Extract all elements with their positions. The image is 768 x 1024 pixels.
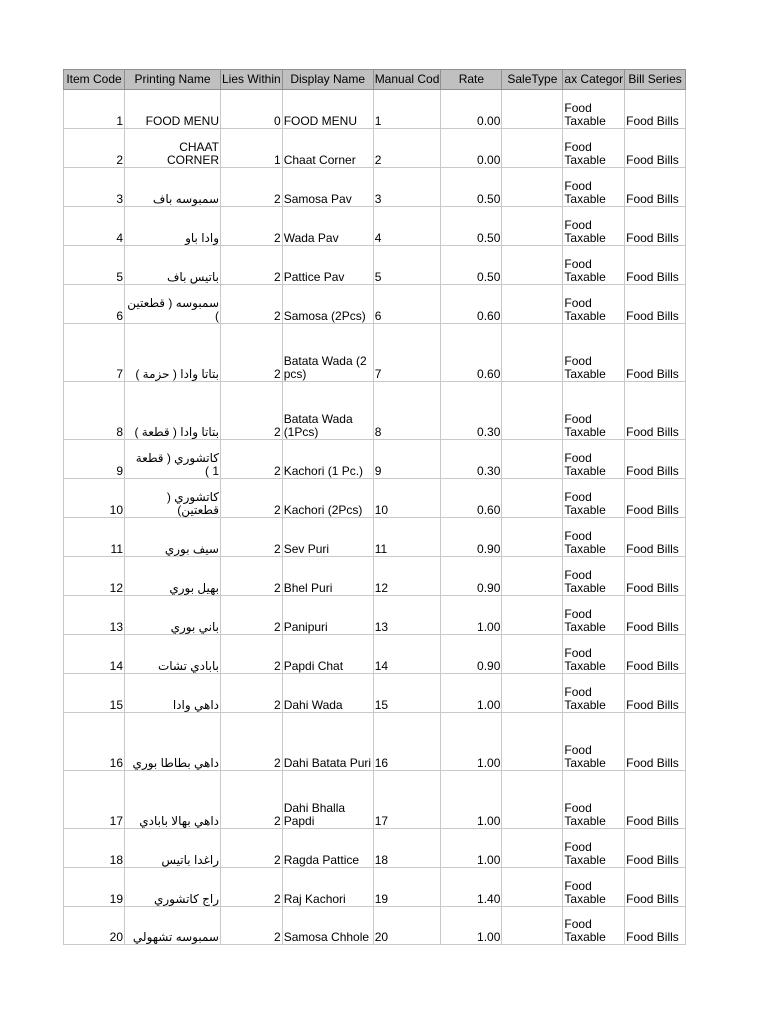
- table-row: [64, 557, 686, 596]
- cell-display-name[interactable]: Bhel Puri: [282, 557, 373, 596]
- cell-sale-type[interactable]: [502, 868, 563, 907]
- cell-item-code[interactable]: 17: [64, 771, 125, 829]
- cell-tax-category[interactable]: Food Taxable: [563, 382, 625, 440]
- table-row: [64, 907, 686, 945]
- cell-display-name[interactable]: Chaat Corner: [282, 129, 373, 168]
- cell-item-code[interactable]: 10: [64, 479, 125, 518]
- cell-sale-type[interactable]: [502, 168, 563, 207]
- cell-bill-series[interactable]: Food Bills: [625, 557, 686, 596]
- cell-display-name[interactable]: Dahi Wada: [282, 674, 373, 713]
- cell-display-name[interactable]: Ragda Pattice: [282, 829, 373, 868]
- cell-tax-category[interactable]: Food Taxable: [563, 285, 625, 324]
- cell-manual-code[interactable]: 10: [373, 479, 441, 518]
- cell-bill-series[interactable]: Food Bills: [625, 635, 686, 674]
- cell-sale-type[interactable]: [502, 207, 563, 246]
- cell-lies-within[interactable]: 2: [221, 907, 283, 945]
- cell-sale-type[interactable]: [502, 829, 563, 868]
- cell-bill-series[interactable]: Food Bills: [625, 907, 686, 945]
- cell-printing-name[interactable]: باتيس باف: [125, 246, 221, 285]
- header-sale-type: SaleType: [502, 70, 563, 90]
- cell-bill-series[interactable]: Food Bills: [625, 713, 686, 771]
- cell-printing-name[interactable]: داهي وادا: [125, 674, 221, 713]
- cell-rate[interactable]: 0.30: [441, 440, 502, 479]
- cell-bill-series[interactable]: Food Bills: [625, 479, 686, 518]
- cell-rate[interactable]: 0.00: [441, 90, 502, 129]
- cell-sale-type[interactable]: [502, 713, 563, 771]
- cell-manual-code[interactable]: 19: [373, 868, 441, 907]
- table-row: [64, 382, 686, 440]
- cell-lies-within[interactable]: 2: [221, 557, 283, 596]
- table-row: [64, 207, 686, 246]
- cell-manual-code[interactable]: 16: [373, 713, 441, 771]
- cell-lies-within[interactable]: 2: [221, 635, 283, 674]
- cell-rate[interactable]: 1.40: [441, 868, 502, 907]
- cell-rate[interactable]: 0.30: [441, 382, 502, 440]
- cell-bill-series[interactable]: Food Bills: [625, 596, 686, 635]
- cell-tax-category[interactable]: Food Taxable: [563, 324, 625, 382]
- cell-lies-within[interactable]: 2: [221, 382, 283, 440]
- cell-bill-series[interactable]: Food Bills: [625, 382, 686, 440]
- cell-display-name[interactable]: Sev Puri: [282, 518, 373, 557]
- cell-display-name[interactable]: Batata Wada (2 pcs): [282, 324, 373, 382]
- cell-item-code[interactable]: 12: [64, 557, 125, 596]
- cell-lies-within[interactable]: 0: [221, 90, 283, 129]
- cell-manual-code[interactable]: 11: [373, 518, 441, 557]
- cell-tax-category[interactable]: Food Taxable: [563, 90, 625, 129]
- cell-display-name[interactable]: Papdi Chat: [282, 635, 373, 674]
- cell-rate[interactable]: 1.00: [441, 771, 502, 829]
- cell-rate[interactable]: 1.00: [441, 596, 502, 635]
- cell-printing-name[interactable]: سمبوسه تشهولي: [125, 907, 221, 945]
- cell-manual-code[interactable]: 7: [373, 324, 441, 382]
- cell-manual-code[interactable]: 18: [373, 829, 441, 868]
- cell-item-code[interactable]: 5: [64, 246, 125, 285]
- cell-tax-category[interactable]: Food Taxable: [563, 907, 625, 945]
- cell-manual-code[interactable]: 20: [373, 907, 441, 945]
- header-manual-code: Manual Cod: [373, 70, 441, 90]
- cell-sale-type[interactable]: [502, 557, 563, 596]
- cell-lies-within[interactable]: 1: [221, 129, 283, 168]
- cell-printing-name[interactable]: راج كاتشوري: [125, 868, 221, 907]
- table-row: [64, 90, 686, 129]
- cell-printing-name[interactable]: كاتشوري ( قطعة 1 ): [125, 440, 221, 479]
- table-row: [64, 129, 686, 168]
- table-row: [64, 829, 686, 868]
- cell-item-code[interactable]: 4: [64, 207, 125, 246]
- cell-rate[interactable]: 0.90: [441, 635, 502, 674]
- cell-rate[interactable]: 1.00: [441, 713, 502, 771]
- cell-bill-series[interactable]: Food Bills: [625, 285, 686, 324]
- cell-printing-name[interactable]: وادا باو: [125, 207, 221, 246]
- cell-printing-name[interactable]: CHAAT CORNER: [125, 129, 221, 168]
- cell-rate[interactable]: 0.50: [441, 207, 502, 246]
- table-row: [64, 635, 686, 674]
- cell-item-code[interactable]: 2: [64, 129, 125, 168]
- cell-tax-category[interactable]: Food Taxable: [563, 713, 625, 771]
- cell-item-code[interactable]: 6: [64, 285, 125, 324]
- header-tax-category: ax Categor: [563, 70, 625, 90]
- cell-rate[interactable]: 0.60: [441, 479, 502, 518]
- cell-manual-code[interactable]: 9: [373, 440, 441, 479]
- cell-sale-type[interactable]: [502, 518, 563, 557]
- cell-tax-category[interactable]: Food Taxable: [563, 129, 625, 168]
- cell-lies-within[interactable]: 2: [221, 868, 283, 907]
- cell-sale-type[interactable]: [502, 90, 563, 129]
- cell-lies-within[interactable]: 2: [221, 440, 283, 479]
- cell-printing-name[interactable]: بتاتا وادا ( حزمة ): [125, 324, 221, 382]
- cell-printing-name[interactable]: FOOD MENU: [125, 90, 221, 129]
- cell-item-code[interactable]: 18: [64, 829, 125, 868]
- cell-tax-category[interactable]: Food Taxable: [563, 635, 625, 674]
- cell-manual-code[interactable]: 12: [373, 557, 441, 596]
- header-lies-within: Lies Within: [221, 70, 283, 90]
- cell-display-name[interactable]: Pattice Pav: [282, 246, 373, 285]
- cell-manual-code[interactable]: 8: [373, 382, 441, 440]
- cell-item-code[interactable]: 11: [64, 518, 125, 557]
- cell-display-name[interactable]: Kachori (1 Pc.): [282, 440, 373, 479]
- table-body: [64, 90, 686, 945]
- cell-bill-series[interactable]: Food Bills: [625, 829, 686, 868]
- cell-lies-within[interactable]: 2: [221, 324, 283, 382]
- cell-manual-code[interactable]: 13: [373, 596, 441, 635]
- cell-bill-series[interactable]: Food Bills: [625, 246, 686, 285]
- cell-manual-code[interactable]: 14: [373, 635, 441, 674]
- cell-display-name[interactable]: Dahi Batata Puri: [282, 713, 373, 771]
- cell-rate[interactable]: 0.60: [441, 285, 502, 324]
- cell-sale-type[interactable]: [502, 440, 563, 479]
- cell-tax-category[interactable]: Food Taxable: [563, 207, 625, 246]
- cell-printing-name[interactable]: داهي بطاطا بوري: [125, 713, 221, 771]
- table-row: [64, 868, 686, 907]
- cell-bill-series[interactable]: Food Bills: [625, 518, 686, 557]
- table-row: [64, 324, 686, 382]
- header-bill-series: Bill Series: [625, 70, 686, 90]
- cell-item-code[interactable]: 1: [64, 90, 125, 129]
- header-item-code: Item Code: [64, 70, 125, 90]
- menu-items-table: [63, 69, 686, 945]
- cell-rate[interactable]: 1.00: [441, 907, 502, 945]
- cell-display-name[interactable]: Kachori (2Pcs): [282, 479, 373, 518]
- cell-lies-within[interactable]: 2: [221, 246, 283, 285]
- cell-manual-code[interactable]: 17: [373, 771, 441, 829]
- cell-sale-type[interactable]: [502, 907, 563, 945]
- cell-manual-code[interactable]: 3: [373, 168, 441, 207]
- cell-manual-code[interactable]: 2: [373, 129, 441, 168]
- cell-display-name[interactable]: Raj Kachori: [282, 868, 373, 907]
- table-row: [64, 168, 686, 207]
- table-row: [64, 713, 686, 771]
- cell-sale-type[interactable]: [502, 285, 563, 324]
- cell-item-code[interactable]: 7: [64, 324, 125, 382]
- cell-bill-series[interactable]: Food Bills: [625, 207, 686, 246]
- cell-sale-type[interactable]: [502, 382, 563, 440]
- cell-manual-code[interactable]: 1: [373, 90, 441, 129]
- cell-sale-type[interactable]: [502, 479, 563, 518]
- table-row: [64, 518, 686, 557]
- cell-printing-name[interactable]: بتاتا وادا ( قطعة ): [125, 382, 221, 440]
- cell-sale-type[interactable]: [502, 129, 563, 168]
- cell-display-name[interactable]: Samosa Chhole: [282, 907, 373, 945]
- table-row: [64, 674, 686, 713]
- cell-display-name[interactable]: Samosa (2Pcs): [282, 285, 373, 324]
- table-row: [64, 479, 686, 518]
- table-row: [64, 771, 686, 829]
- cell-item-code[interactable]: 14: [64, 635, 125, 674]
- cell-sale-type[interactable]: [502, 324, 563, 382]
- cell-sale-type[interactable]: [502, 596, 563, 635]
- cell-manual-code[interactable]: 15: [373, 674, 441, 713]
- cell-tax-category[interactable]: Food Taxable: [563, 674, 625, 713]
- cell-tax-category[interactable]: Food Taxable: [563, 168, 625, 207]
- table-row: [64, 440, 686, 479]
- cell-display-name[interactable]: Batata Wada (1Pcs): [282, 382, 373, 440]
- header-display-name: Display Name: [282, 70, 373, 90]
- header-printing-name: Printing Name: [125, 70, 221, 90]
- cell-bill-series[interactable]: Food Bills: [625, 868, 686, 907]
- cell-tax-category[interactable]: Food Taxable: [563, 440, 625, 479]
- cell-rate[interactable]: 0.90: [441, 557, 502, 596]
- cell-printing-name[interactable]: بابادي تشات: [125, 635, 221, 674]
- cell-printing-name[interactable]: كاتشوري ( قطعتين): [125, 479, 221, 518]
- table-row: [64, 285, 686, 324]
- cell-lies-within[interactable]: 2: [221, 207, 283, 246]
- cell-tax-category[interactable]: Food Taxable: [563, 771, 625, 829]
- cell-rate[interactable]: 0.00: [441, 129, 502, 168]
- cell-lies-within[interactable]: 2: [221, 713, 283, 771]
- cell-lies-within[interactable]: 2: [221, 829, 283, 868]
- cell-sale-type[interactable]: [502, 674, 563, 713]
- cell-manual-code[interactable]: 5: [373, 246, 441, 285]
- cell-item-code[interactable]: 16: [64, 713, 125, 771]
- cell-lies-within[interactable]: 2: [221, 771, 283, 829]
- table-row: [64, 596, 686, 635]
- cell-lies-within[interactable]: 2: [221, 674, 283, 713]
- cell-printing-name[interactable]: سمبوسه ( قطعتين ): [125, 285, 221, 324]
- cell-item-code[interactable]: 13: [64, 596, 125, 635]
- cell-tax-category[interactable]: Food Taxable: [563, 518, 625, 557]
- cell-lies-within[interactable]: 2: [221, 168, 283, 207]
- cell-manual-code[interactable]: 6: [373, 285, 441, 324]
- cell-sale-type[interactable]: [502, 635, 563, 674]
- cell-tax-category[interactable]: Food Taxable: [563, 479, 625, 518]
- cell-rate[interactable]: 0.90: [441, 518, 502, 557]
- cell-rate[interactable]: 0.50: [441, 246, 502, 285]
- cell-tax-category[interactable]: Food Taxable: [563, 829, 625, 868]
- cell-sale-type[interactable]: [502, 246, 563, 285]
- header-row: [64, 70, 686, 90]
- cell-rate[interactable]: 1.00: [441, 829, 502, 868]
- cell-bill-series[interactable]: Food Bills: [625, 324, 686, 382]
- cell-printing-name[interactable]: سيف بوري: [125, 518, 221, 557]
- cell-printing-name[interactable]: داهي بهالا بابادي: [125, 771, 221, 829]
- cell-lies-within[interactable]: 2: [221, 479, 283, 518]
- cell-lies-within[interactable]: 2: [221, 596, 283, 635]
- cell-display-name[interactable]: Samosa Pav: [282, 168, 373, 207]
- cell-bill-series[interactable]: Food Bills: [625, 674, 686, 713]
- cell-display-name[interactable]: FOOD MENU: [282, 90, 373, 129]
- cell-tax-category[interactable]: Food Taxable: [563, 557, 625, 596]
- cell-printing-name[interactable]: باني بوري: [125, 596, 221, 635]
- cell-bill-series[interactable]: Food Bills: [625, 168, 686, 207]
- cell-item-code[interactable]: 15: [64, 674, 125, 713]
- cell-rate[interactable]: 0.50: [441, 168, 502, 207]
- cell-tax-category[interactable]: Food Taxable: [563, 868, 625, 907]
- cell-printing-name[interactable]: بهيل بوري: [125, 557, 221, 596]
- cell-lies-within[interactable]: 2: [221, 285, 283, 324]
- cell-tax-category[interactable]: Food Taxable: [563, 246, 625, 285]
- cell-manual-code[interactable]: 4: [373, 207, 441, 246]
- cell-rate[interactable]: 1.00: [441, 674, 502, 713]
- cell-display-name[interactable]: Wada Pav: [282, 207, 373, 246]
- cell-bill-series[interactable]: Food Bills: [625, 90, 686, 129]
- cell-sale-type[interactable]: [502, 771, 563, 829]
- cell-item-code[interactable]: 9: [64, 440, 125, 479]
- cell-bill-series[interactable]: Food Bills: [625, 129, 686, 168]
- cell-item-code[interactable]: 8: [64, 382, 125, 440]
- cell-display-name[interactable]: Dahi Bhalla Papdi: [282, 771, 373, 829]
- cell-item-code[interactable]: 20: [64, 907, 125, 945]
- cell-lies-within[interactable]: 2: [221, 518, 283, 557]
- cell-item-code[interactable]: 3: [64, 168, 125, 207]
- cell-rate[interactable]: 0.60: [441, 324, 502, 382]
- cell-display-name[interactable]: Panipuri: [282, 596, 373, 635]
- cell-bill-series[interactable]: Food Bills: [625, 440, 686, 479]
- cell-printing-name[interactable]: راغدا باتيس: [125, 829, 221, 868]
- cell-item-code[interactable]: 19: [64, 868, 125, 907]
- table-row: [64, 246, 686, 285]
- cell-printing-name[interactable]: سمبوسه باف: [125, 168, 221, 207]
- header-rate: Rate: [441, 70, 502, 90]
- cell-bill-series[interactable]: Food Bills: [625, 771, 686, 829]
- cell-tax-category[interactable]: Food Taxable: [563, 596, 625, 635]
